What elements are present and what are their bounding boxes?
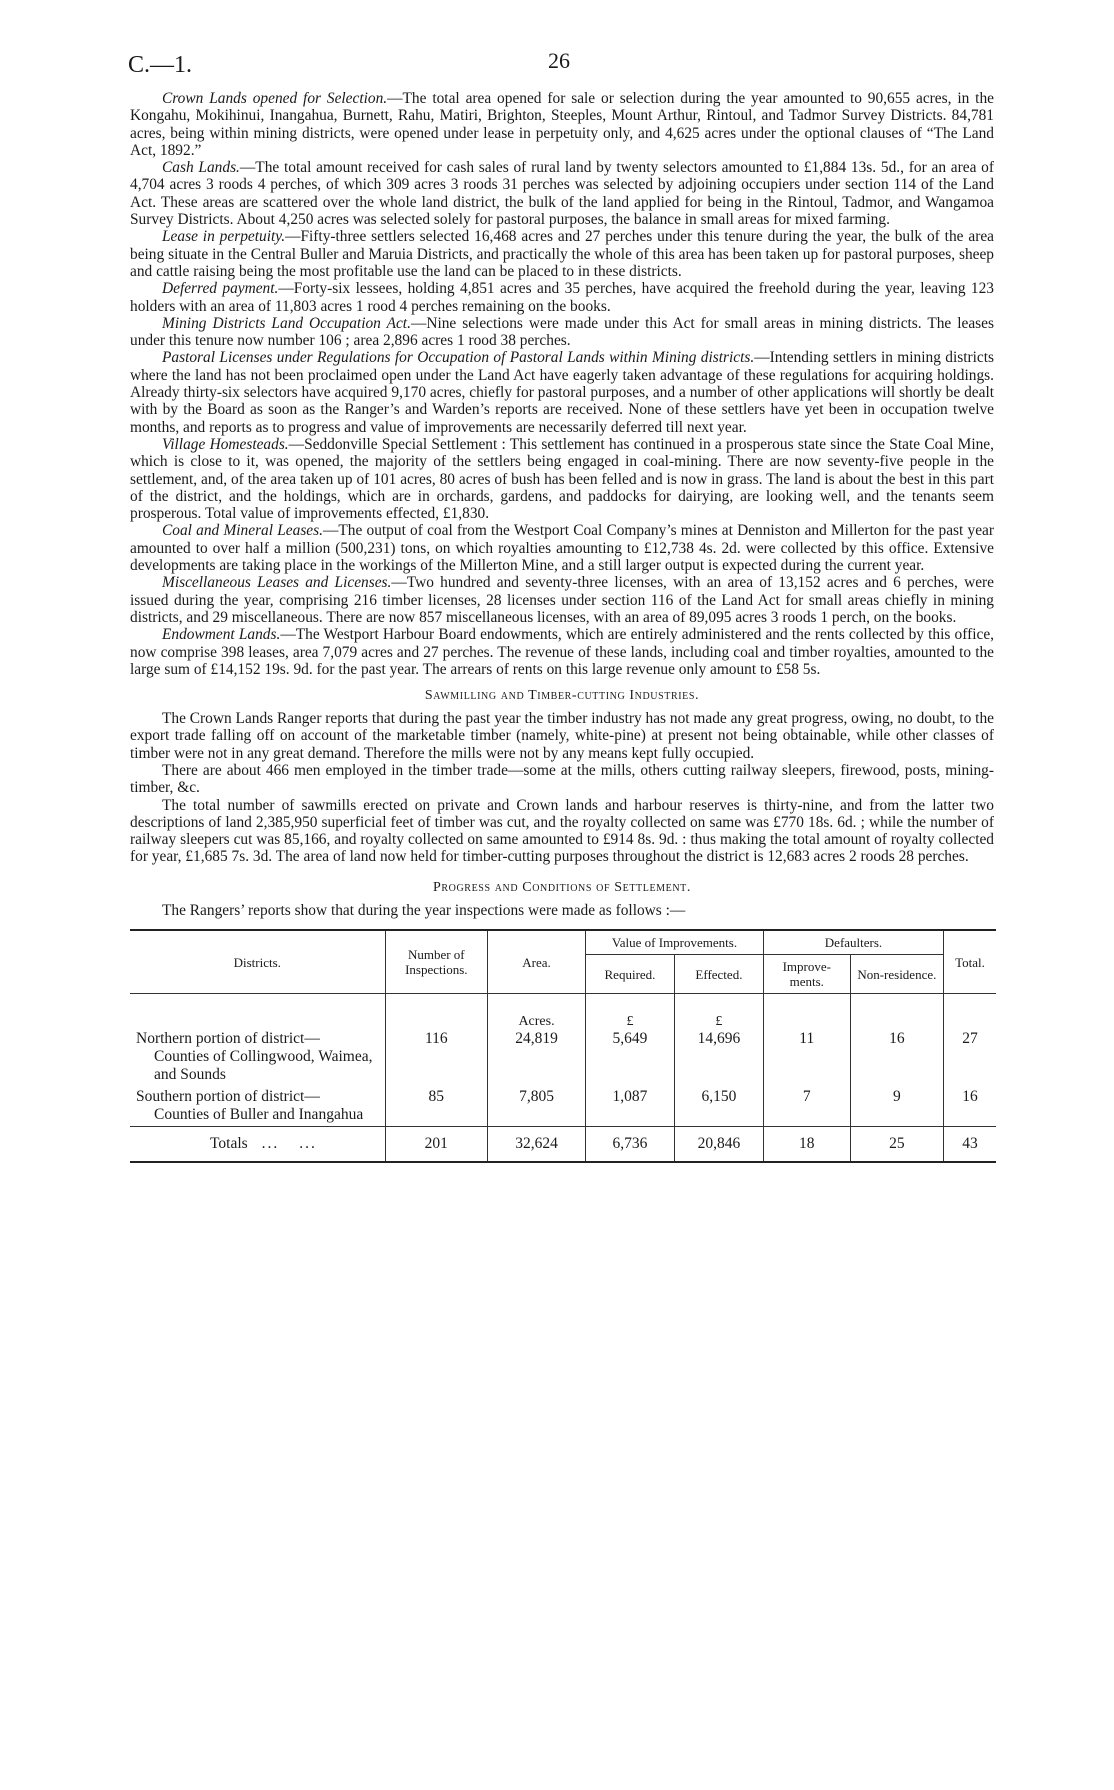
paragraph-coal-mineral-leases: Coal and Mineral Leases.—The output of coal from the Westport Coal Company’s mines at Denniston and Millerton for the past year amounted to over half a million (500,231) tons, on which royalties amounting to £12,738 4s. 2d. were collected by this office. Extensive developments are taking place in the workings of the Millerton Mine, and a still larger output is expected during the current year.	[130, 522, 994, 575]
header-inspections: Number of Inspections.	[385, 930, 487, 994]
header-defaulters: Defaulters.	[763, 930, 943, 955]
paragraph-pastoral-licenses: Pastoral Licenses under Regulations for Occupation of Pastoral Lands within Mining districts.—Intending settlers in mining districts where the land has not been proclaimed open under the Land Act have eagerly taken advantage of these regulations for acquiring holdings. Already thirty-six selectors have acquired 9,170 acres, chiefly for pastoral purposes, and a number of other applications will shortly be dealt with by the Board as soon as the Ranger’s and Warden’s reports are received. None of these settlers have yet been in occupation twelve months, and reports as to progress and value of improvements are necessarily deferred till next year.	[130, 349, 994, 436]
effected-cell: £ 14,696	[674, 1008, 763, 1086]
totals-label: Totals ... ...	[130, 1127, 385, 1163]
progress-heading: Progress and Conditions of Settlement.	[433, 879, 691, 895]
header-required: Required.	[586, 955, 675, 994]
header-effected: Effected.	[674, 955, 763, 994]
improvements-cell: 11	[763, 1008, 850, 1086]
totals-nonresidence: 25	[850, 1127, 943, 1163]
district-cell: Northern portion of district— Counties of Collingwood, Waimea, and Sounds	[130, 1008, 385, 1086]
paragraph-deferred-payment: Deferred payment.—Forty-six lessees, holding 4,851 acres and 35 perches, have acquired the freehold during the year, leaving 123 holders with an area of 11,803 acres 1 rood 4 perches remaining on the books.	[130, 280, 994, 315]
totals-required: 6,736	[586, 1127, 675, 1163]
land-sections	[130, 90, 994, 678]
page-number: 26	[548, 48, 570, 73]
inspections-cell: 116	[385, 1008, 487, 1086]
area-cell: Acres. 24,819	[488, 1008, 586, 1086]
sawmilling-paragraph: There are about 466 men employed in the timber trade—some at the mills, others cutting railway sleepers, firewood, posts, mining-timber, &c.	[130, 761, 994, 797]
page-header	[130, 44, 994, 90]
paragraph-endowment-lands: Endowment Lands.—The Westport Harbour Board endowments, which are entirely administered and the rents collected by this office, now comprise 398 leases, area 7,079 acres and 27 perches. The revenue of these lands, including coal and timber royalties, amounted to the large sum of £14,152 19s. 9d. for the past year. The arrears of rents on this large revenue only amount to £58 5s.	[130, 626, 995, 678]
totals-row	[130, 1127, 996, 1163]
header-value-improvements: Value of Improvements.	[586, 930, 764, 955]
total-cell: 16	[944, 1086, 996, 1127]
improvements-cell: 7	[763, 1086, 850, 1127]
document-code: C.—1.	[128, 52, 193, 78]
required-cell: 1,087	[586, 1086, 675, 1127]
totals-area: 32,624	[488, 1127, 586, 1163]
inspections-table	[130, 929, 996, 1163]
inspections-cell: 85	[385, 1086, 487, 1127]
progress-intro: The Rangers’ reports show that during the year inspections were made as follows :—	[162, 901, 686, 919]
total-cell: 27	[944, 1008, 996, 1086]
table-row	[130, 1008, 996, 1086]
header-nonresidence: Non-residence.	[850, 955, 943, 994]
paragraph-miscellaneous-leases: Miscellaneous Leases and Licenses.—Two hundred and seventy-three licenses, with an area of 13,152 acres and 6 perches, were issued during the year, comprising 216 timber licenses, 28 licenses under section 116 of the Land Act for small areas chiefly in mining districts, and 29 miscellaneous. There are now 857 miscellaneous licenses, with an area of 89,095 acres 3 roods 1 perch, on the books.	[130, 574, 994, 626]
paragraph-lease-in-perpetuity: Lease in perpetuity.—Fifty-three settlers selected 16,468 acres and 27 perches under this tenure during the year, the bulk of the area being situate in the Central Buller and Maruia Districts, and practically the whole of this area has been taken up for pastoral purposes, sheep and cattle raising being the most profitable use the land can be placed to in these districts.	[130, 228, 994, 280]
nonresidence-cell: 9	[850, 1086, 943, 1127]
totals-inspections: 201	[385, 1127, 487, 1163]
paragraph-crown-lands: Crown Lands opened for Selection.—The total area opened for sale or selection during the year amounted to 90,655 acres, in the Kongahu, Mokihinui, Inangahua, Burnett, Rahu, Matiri, Brighton, Steeples, Mount Arthur, Rintoul, and Tadmor Survey Districts. 84,781 acres, being within mining districts, were opened under lease in perpetuity only, and 4,625 acres under the optional clauses of “The Land Act, 1892.”	[130, 90, 994, 159]
required-cell: £ 5,649	[586, 1008, 675, 1086]
sawmilling-paragraph: The Crown Lands Ranger reports that during the past year the timber industry has not made any great progress, owing, no doubt, to the export trade falling off on account of the marketable timber (namely, white-pine) at present not being obtainable, while other classes of timber were not in any great demand. Therefore the mills were not by any means kept fully occupied.	[130, 710, 994, 762]
paragraph-cash-lands: Cash Lands.—The total amount received for cash sales of rural land by twenty selectors amounted to £1,884 13s. 5d., for an area of 4,704 acres 3 roods 4 perches, of which 309 acres 3 roods 31 perches was selected by adjoining occupiers under section 114 of the Land Act. These areas are scattered over the whole land district, the bulk of the land applied for being in the Rintoul, Tadmor, and Wangamoa Survey Districts. About 4,250 acres was selected solely for pastoral purposes, the balance in small areas for mixed farming.	[130, 159, 994, 229]
totals-total: 43	[944, 1127, 996, 1163]
sawmilling-section	[130, 710, 994, 866]
totals-effected: 20,846	[674, 1127, 763, 1163]
area-cell: 7,805	[488, 1086, 586, 1127]
header-improvements: Improve-ments.	[763, 955, 850, 994]
header-districts: Districts.	[130, 930, 385, 994]
table-row	[130, 1086, 996, 1127]
effected-cell: 6,150	[674, 1086, 763, 1127]
district-cell: Southern portion of district— Counties of Buller and Inangahua	[130, 1086, 385, 1127]
paragraph-village-homesteads: Village Homesteads.—Seddonville Special Settlement : This settlement has continued in a prosperous state since the State Coal Mine, which is close to it, was opened, the majority of the settlers being engaged in coal-mining. There are now seventy-five people in the settlement, and, of the area taken up of 101 acres, 80 acres of bush has been felled and is now in grass. The land is about the best in this part of the district, and the holdings, which are in orchards, gardens, and paddocks for dairying, are looking well, and the tenants seem prosperous. Total value of improvements effected, £1,830.	[130, 435, 994, 523]
sawmilling-paragraph: The total number of sawmills erected on private and Crown lands and harbour reserves is thirty-nine, and from the latter two descriptions of land 2,385,950 superficial feet of timber was cut, and the royalty collected on same was £770 18s. 6d. ; while the number of railway sleepers cut was 85,166, and royalty collected on same amounted to £914 8s. 9d. : thus making the total amount of royalty collected for year, £1,685 7s. 3d. The area of land now held for timber-cutting purposes throughout the district is 12,683 acres 2 roods 28 perches.	[130, 796, 994, 866]
header-area: Area.	[488, 930, 586, 994]
nonresidence-cell: 16	[850, 1008, 943, 1086]
header-total: Total.	[944, 930, 996, 994]
sawmilling-heading: Sawmilling and Timber-cutting Industries.	[424, 688, 700, 704]
paragraph-mining-districts: Mining Districts Land Occupation Act.—Nine selections were made under this Act for small areas in mining districts. The leases under this tenure now number 106 ; area 2,896 acres 1 rood 38 perches.	[130, 314, 994, 350]
totals-improvements: 18	[763, 1127, 850, 1163]
